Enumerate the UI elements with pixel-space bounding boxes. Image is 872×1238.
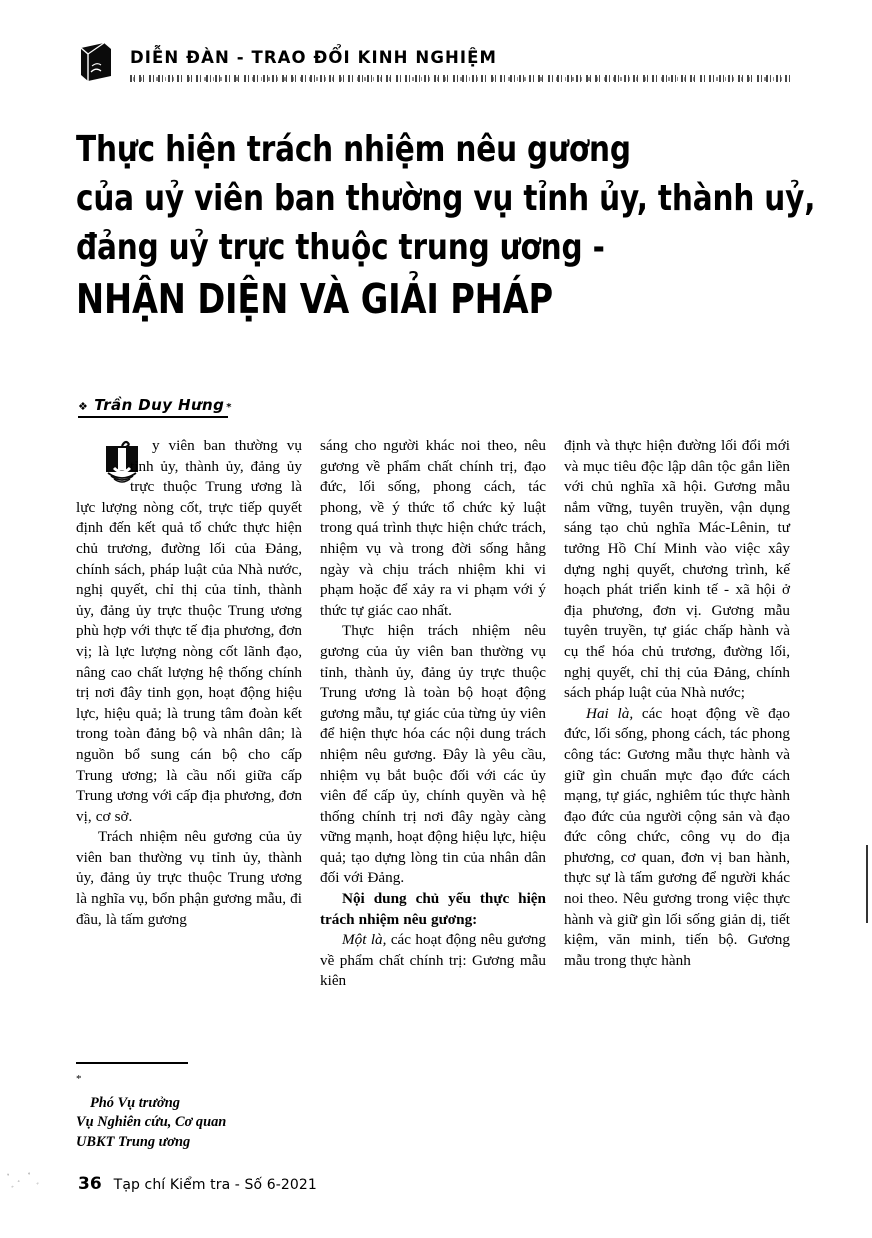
paragraph-text: các hoạt động nêu gương về phẩm chất chính trị: Gương mẫu kiên xyxy=(320,931,546,990)
paragraph xyxy=(320,436,546,621)
subheading-text: Nội dung chủ yếu thực hiện trách nhiệm nêu gương: xyxy=(320,890,546,928)
paragraph xyxy=(76,436,302,827)
paragraph-text: định và thực hiện đường lối đổi mới và mục tiêu độc lập dân tộc gắn liền với chủ nghĩa xã hội. Gương mẫu nắm vững, tuyên truyền, vận dụng sáng tạo chủ nghĩa Mác-Lênin, tư tưởng Hồ Chí Minh vào việc xây dựng nghị quyết, chương trình, kế hoạch phát triển kinh tế - xã hội ở địa phương, đơn vị. Gương mẫu tuyên truyền, tự giác chấp hành và cụ thể hóa chủ trương, đường lối, nghị quyết, chỉ thị của Đảng, chính sách pháp luật của Nhà nước; xyxy=(564,437,790,702)
section-rubric-title: DIỄN ĐÀN - TRAO ĐỔI KINH NGHIỆM xyxy=(130,48,498,67)
footnote xyxy=(76,1062,282,1152)
byline-footnote-marker: * xyxy=(226,402,232,413)
diamond-bullet-icon: ❖ xyxy=(78,400,89,413)
paragraph xyxy=(76,827,302,930)
text-column-3 xyxy=(564,436,790,1152)
paragraph-text: sáng cho người khác noi theo, nêu gương về phẩm chất chính trị, đạo đức, lối sống, phong cách, tác phong, về ý thức tổ chức kỷ luật trong quá trình thực hiện chức trách, nhiệm vụ và trong đời sống hằng ngày và chịu trách nhiệm khi vi phạm hoặc để xảy ra vi phạm với ý thức tự giác cao nhất. xyxy=(320,437,546,619)
footnote-line: Vụ Nghiên cứu, Cơ quan xyxy=(76,1114,227,1131)
byline xyxy=(78,396,292,418)
page-number: 36 xyxy=(78,1174,102,1194)
scan-noise-artifact xyxy=(4,1168,46,1190)
headline-line-2: của uỷ viên ban thường vụ tỉnh ủy, thành uỷ, xyxy=(76,178,816,220)
headline-line-3: đảng uỷ trực thuộc trung ương - xyxy=(76,227,605,269)
paragraph-lead-in: Một là, xyxy=(342,931,387,949)
footnote-marker: * xyxy=(76,1072,82,1085)
paragraph-lead-in: Hai là, xyxy=(586,704,634,722)
paragraph-text: Trách nhiệm nêu gương của ủy viên ban thường vụ tỉnh ủy, thành ủy, đảng ủy trực thuộc Trung ương là nghĩa vụ, bổn phận gương mẫu, đi đầu, là tấm gương xyxy=(76,828,302,928)
footnote-line: UBKT Trung ương xyxy=(76,1133,191,1150)
text-column-1 xyxy=(76,436,302,1152)
article-body xyxy=(76,436,792,1152)
byline-author: Trần Duy Hưng xyxy=(94,396,225,414)
headline-kicker: NHẬN DIỆN VÀ GIẢI PHÁP xyxy=(76,275,553,324)
subheading xyxy=(320,889,546,930)
scan-edge-artifact xyxy=(866,845,868,923)
headline-line-1: Thực hiện trách nhiệm nêu gương xyxy=(76,129,631,171)
paragraph xyxy=(320,930,546,992)
page-title xyxy=(76,125,816,326)
paragraph xyxy=(320,621,546,889)
byline-rule xyxy=(78,416,228,418)
publication-info: Tạp chí Kiểm tra - Số 6-2021 xyxy=(113,1177,317,1193)
paragraph xyxy=(564,704,790,972)
open-book-icon xyxy=(78,42,114,82)
text-column-2 xyxy=(320,436,546,1152)
paragraph-text: Thực hiện trách nhiệm nêu gương của ủy viên ban thường vụ tỉnh, thành ủy, đảng ủy trực thuộc Trung ương là toàn bộ hoạt động gương mẫu, tự giác của từng ủy viên để hiện thực hóa các nội dung trách nhiệm nêu gương. Đây là yêu cầu, nhiệm vụ bắt buộc đối với các ủy viên để cấp ủy, chính quyền và hệ thống chính trị nơi đây ngày càng vững mạnh, hoạt động hiệu lực, hiệu quả; tạo dựng lòng tin của nhân dân đối với Đảng. xyxy=(320,622,546,887)
paragraph xyxy=(564,436,790,704)
rubric-decorative-rule xyxy=(130,75,794,82)
paragraph-text: các hoạt động về đạo đức, lối sống, phong cách, tác phong công tác: Gương mẫu thực hành và giữ gìn chuẩn mực đạo đức cách mạng, tự giác, nghiêm túc thực hành đạo đức của người cộng sản và đạo đức công chức, công vụ do địa phương, cơ quan, đơn vị ban hành, thực sự là tấm gương để người khác noi theo. Nêu gương trong việc thực hành và giữ gìn lối sống giản dị, tiết kiệm, văn minh, tiến bộ. Gương mẫu trong thực hành xyxy=(564,704,791,969)
footnote-line: Phó Vụ trưởng xyxy=(90,1094,180,1111)
paragraph-text: y viên ban thường vụ tỉnh ủy, thành ủy, đảng ủy trực thuộc Trung ương là lực lượng nòng cốt, trực tiếp quyết định đến kết quả tổ chức thực hiện chủ trương, đường lối của Đảng, chính sách, pháp luật của Nhà nước, nghị quyết, chỉ thị của tỉnh, thành ủy, đảng ủy trực thuộc Trung ương phù hợp với thực tế địa phương, đơn vị; là lực lượng nòng cốt lãnh đạo, nâng cao chất lượng hệ thống chính trị nơi đây tinh gọn, hoạt động hiệu lực, hiệu quả; là trung tâm đoàn kết trong toàn đảng bộ và nhân dân; là nguồn bổ sung cán bộ cho cấp Trung ương; là cầu nối giữa cấp Trung ương với cấp địa phương, đơn vị, cơ sở. xyxy=(76,437,302,825)
page-footer xyxy=(78,1174,317,1194)
section-rubric xyxy=(78,42,794,86)
drop-cap-u-icon xyxy=(78,438,122,484)
footnote-rule xyxy=(76,1062,188,1063)
